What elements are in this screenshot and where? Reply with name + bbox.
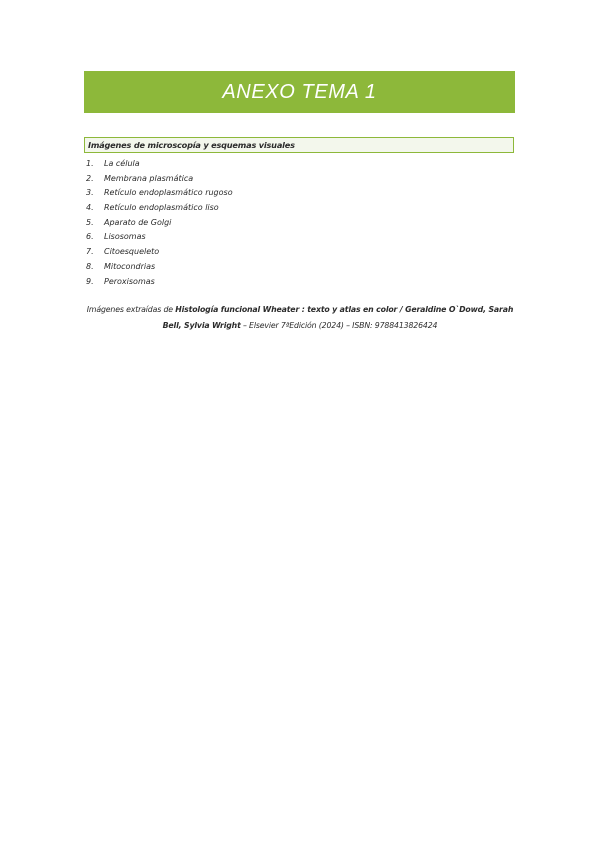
topic-label: Citoesqueleto (104, 247, 160, 257)
topic-label: Peroxisomas (104, 276, 155, 286)
topic-label: Aparato de Golgi (104, 217, 172, 227)
topic-label: Retículo endoplasmático liso (104, 203, 219, 213)
topic-label: Mitocondrias (104, 261, 156, 271)
topic-number: 9. (86, 276, 94, 286)
topic-list (86, 159, 233, 291)
topic-label: Membrana plasmática (104, 173, 194, 183)
title-banner (84, 71, 515, 113)
topic-item (86, 262, 233, 277)
topic-item (86, 159, 233, 174)
credits-publisher-info: – Elsevier 7ªEdición (2024) – ISBN: 9788413826424 (240, 320, 438, 330)
topic-item (86, 277, 233, 292)
section-heading-box (84, 137, 514, 153)
topic-number: 6. (86, 232, 94, 242)
credits-prefix: Imágenes extraídas de (86, 305, 176, 314)
topic-number: 1. (86, 159, 94, 168)
topic-item (86, 174, 233, 189)
topic-number: 4. (86, 203, 94, 213)
page-title: ANEXO TEMA 1 (222, 80, 377, 103)
topic-number: 2. (86, 173, 94, 183)
topic-number: 7. (86, 247, 94, 257)
topic-number: 8. (86, 261, 94, 271)
topic-item (86, 203, 233, 218)
topic-item (86, 247, 233, 262)
topic-number: 5. (86, 217, 94, 227)
topic-number: 3. (86, 188, 94, 198)
topic-item (86, 188, 233, 203)
credits-book-title: Histología funcional Wheater : texto y atlas en color / Geraldine O`Dowd, Sarah Bell, Sylvia Wright (162, 305, 514, 330)
topic-item (86, 218, 233, 233)
topic-label: La célula (104, 159, 140, 168)
topic-item (86, 232, 233, 247)
topic-label: Lisosomas (104, 232, 146, 242)
section-heading: Imágenes de microscopía y esquemas visuales (88, 140, 295, 150)
image-credits (80, 302, 520, 333)
topic-label: Retículo endoplasmático rugoso (104, 188, 233, 198)
